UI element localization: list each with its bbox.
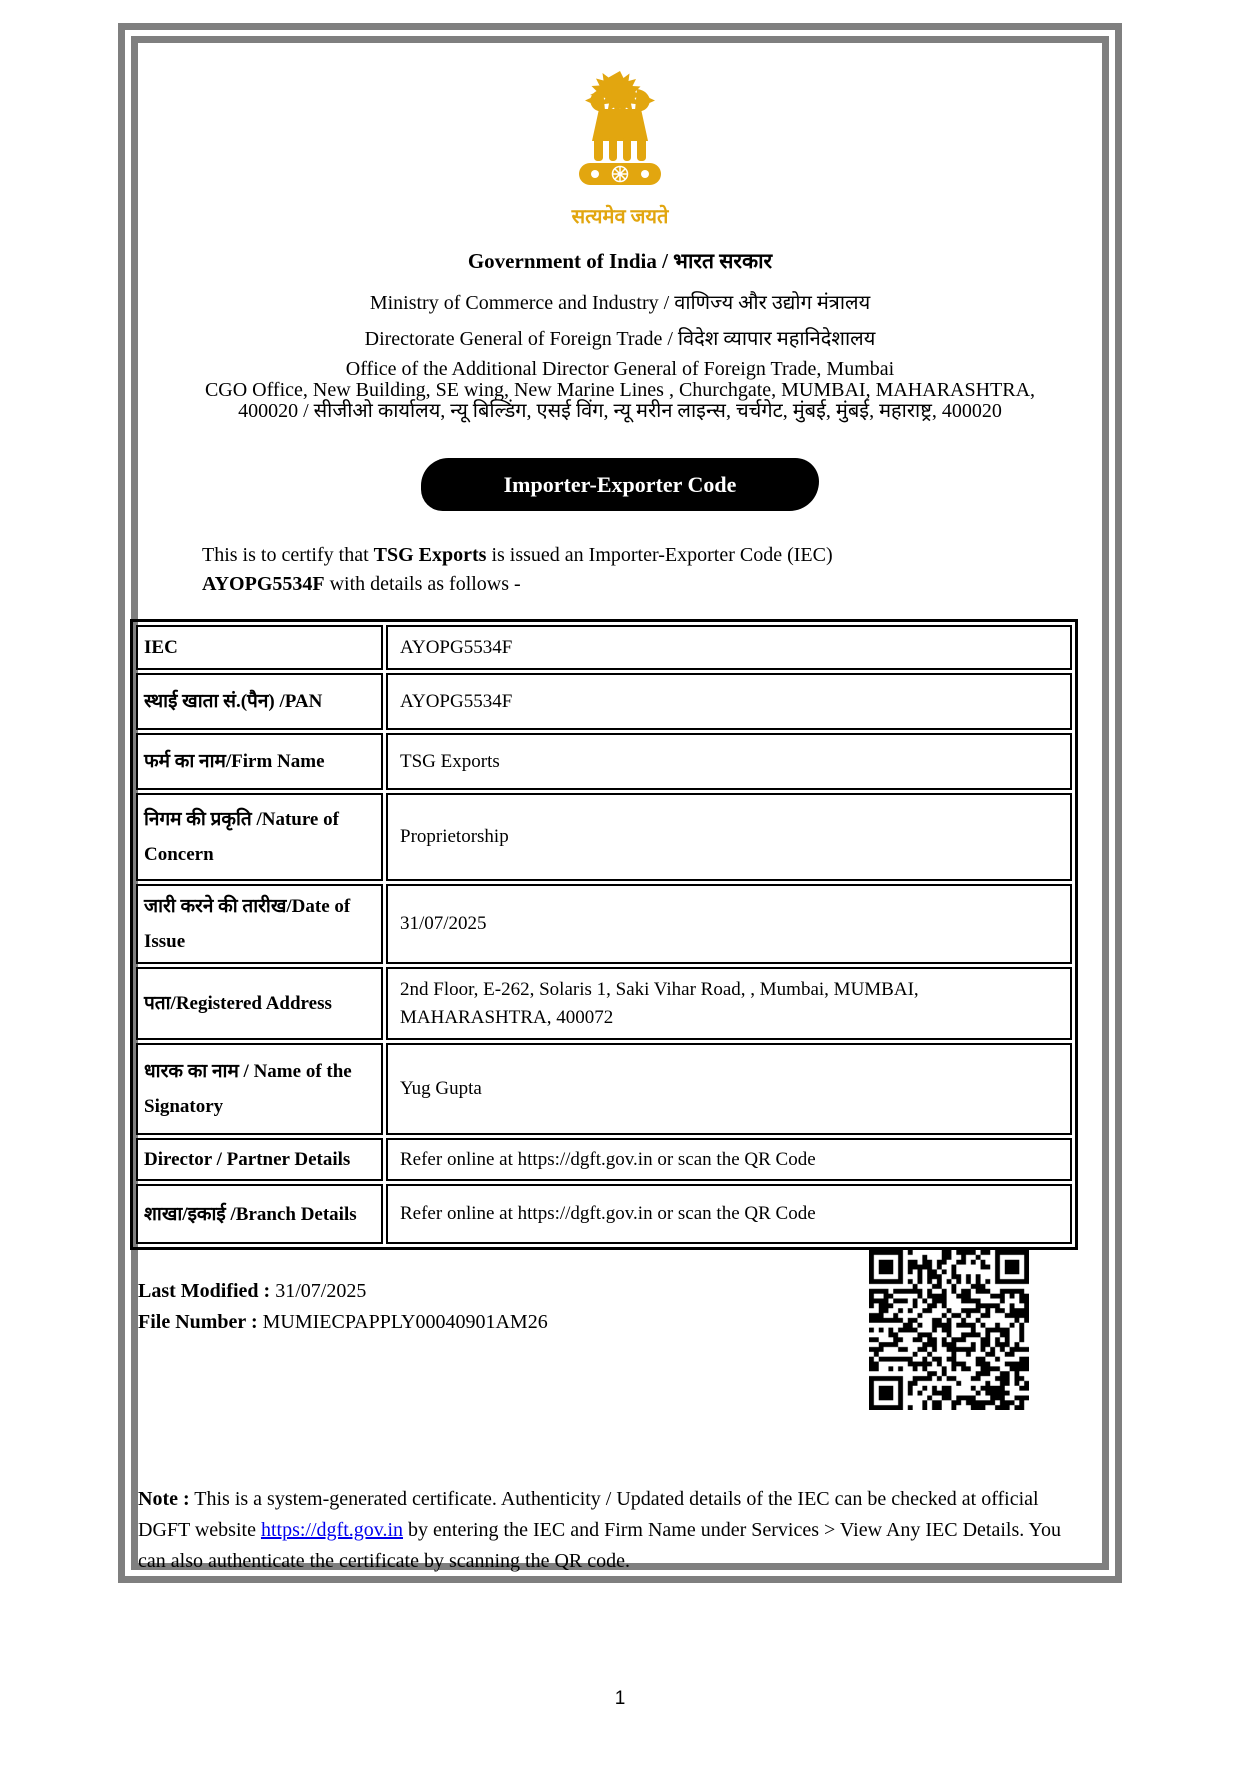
certify-prefix: This is to certify that [202, 544, 374, 566]
table-row [136, 733, 1072, 790]
row-value-cell: Yug Gupta [386, 1043, 1072, 1135]
table-row [136, 1138, 1072, 1181]
iec-details-table [130, 619, 1078, 1250]
iec-title-badge-label: Importer-Exporter Code [503, 472, 737, 497]
ministry-line: Ministry of Commerce and Industry / वाणिज्य और उद्योग मंत्रालय [369, 292, 871, 314]
certify-firm-name: TSG Exports [373, 544, 487, 566]
row-label-cell: पता/Registered Address [136, 967, 383, 1040]
row-label-cell: स्थाई खाता सं.(पैन) /PAN [136, 673, 383, 730]
office-line: Office of the Additional Director General of Foreign Trade, Mumbai [345, 358, 895, 380]
certify-middle: is issued an Importer-Exporter Code (IEC) [486, 544, 833, 566]
row-value-cell: AYOPG5534F [386, 625, 1072, 670]
emblem-wrap [138, 71, 1102, 200]
row-value-cell: Refer online at https://dgft.gov.in or scan the QR Code [386, 1138, 1072, 1181]
qr-code [869, 1250, 1029, 1410]
certificate-header [138, 71, 1102, 422]
note-label: Note : [138, 1488, 190, 1510]
office-address-line1: CGO Office, New Building, SE wing, New Marine Lines , Churchgate, MUMBAI, MAHARASHTRA, [204, 379, 1036, 401]
dgft-website-link[interactable]: https://dgft.gov.in [260, 1519, 404, 1541]
iec-title-badge [421, 458, 819, 511]
row-value-cell: Proprietorship [386, 793, 1072, 881]
office-address-line2: 400020 / सीजीओ कार्यालय, न्यू बिल्डिंग, एसई विंग, न्यू मरीन लाइन्स, चर्चगेट, मुंबई, मुंबई, महाराष्ट्र, 400020 [238, 400, 1002, 422]
table-row [136, 967, 1072, 1040]
table-row [136, 1184, 1072, 1244]
row-label-cell: शाखा/इकाई /Branch Details [136, 1184, 383, 1244]
row-value-cell: 31/07/2025 [386, 884, 1072, 964]
row-label-cell: IEC [136, 625, 383, 670]
row-label-cell: फर्म का नाम/Firm Name [136, 733, 383, 790]
national-emblem-icon [577, 71, 663, 195]
last-modified-value: 31/07/2025 [275, 1280, 367, 1302]
iec-details-table-body [136, 625, 1072, 1244]
table-row [136, 673, 1072, 730]
file-number-label: File Number : [138, 1311, 258, 1333]
government-line: Government of India / भारत सरकार [467, 249, 773, 273]
row-label-cell: निगम की प्रकृति /Nature of Concern [136, 793, 383, 881]
table-row [136, 625, 1072, 670]
row-label-cell: Director / Partner Details [136, 1138, 383, 1181]
table-row [136, 884, 1072, 964]
row-label-cell: धारक का नाम / Name of the Signatory [136, 1043, 383, 1135]
row-value-cell: Refer online at https://dgft.gov.in or scan the QR Code [386, 1184, 1072, 1244]
table-row [136, 793, 1072, 881]
row-value-cell: TSG Exports [386, 733, 1072, 790]
certificate-border-box [118, 23, 1122, 1583]
table-row [136, 1043, 1072, 1135]
page-number: 1 [614, 1688, 626, 1709]
note-text-before-link: This is a system-generated certificate. Authenticity / Updated details of the IEC can be checked at official DGFT website [138, 1488, 1039, 1541]
note-text-after-link: by entering the IEC and Firm Name under Services > View Any IEC Details. You can also authenticate the certificate by scanning the QR code. [138, 1519, 1061, 1572]
certify-paragraph [202, 541, 926, 599]
row-value-cell: 2nd Floor, E-262, Solaris 1, Saki Vihar Road, , Mumbai, MUMBAI, MAHARASHTRA, 400072 [386, 967, 1072, 1040]
certify-iec-code: AYOPG5534F [202, 573, 325, 595]
directorate-line: Directorate General of Foreign Trade / विदेश व्यापार महानिदेशालय [364, 328, 876, 350]
row-label-cell: जारी करने की तारीख/Date of Issue [136, 884, 383, 964]
row-value-cell: AYOPG5534F [386, 673, 1072, 730]
certify-suffix: with details as follows - [324, 573, 521, 595]
emblem-motto: सत्यमेव जयते [571, 206, 669, 228]
last-modified-label: Last Modified : [138, 1280, 271, 1302]
file-number-value: MUMIECPAPPLY00040901AM26 [262, 1311, 548, 1333]
note-paragraph [138, 1484, 1078, 1577]
